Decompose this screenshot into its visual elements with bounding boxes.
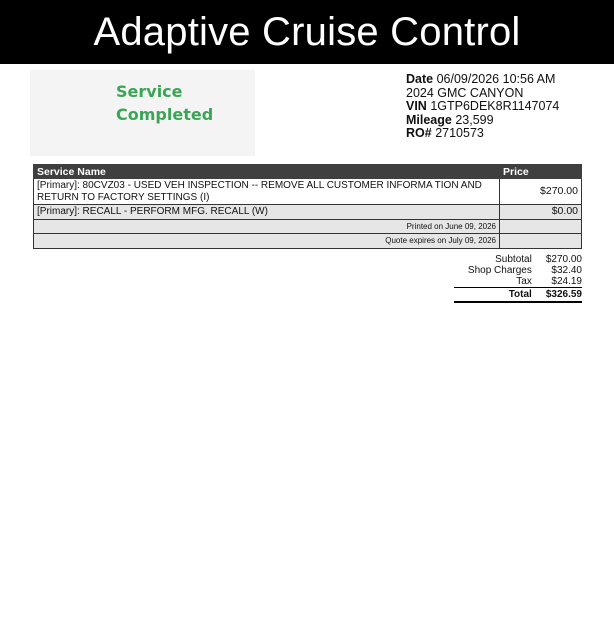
service-table (33, 164, 582, 249)
date-line (406, 73, 559, 87)
empty-cell (500, 219, 582, 234)
shop-charges-value: $32.40 (551, 265, 582, 276)
table-row (34, 179, 582, 205)
vin-value: 1GTP6DEK8R1147074 (430, 99, 560, 113)
totals-summary (454, 254, 582, 303)
vehicle-model: 2024 GMC CANYON (406, 85, 524, 100)
subtotal-row (454, 254, 582, 265)
service-name-cell: [Primary]: RECALL - PERFORM MFG. RECALL (W) (34, 205, 500, 220)
printed-row (34, 219, 582, 234)
vin-label: VIN (406, 99, 427, 113)
mileage-line (406, 114, 559, 128)
service-status-box (30, 70, 255, 156)
empty-cell (500, 234, 582, 249)
printed-date: Printed on June 09, 2026 (34, 219, 500, 234)
tax-row (454, 276, 582, 288)
ro-value: 2710573 (435, 126, 484, 140)
vehicle-info (406, 73, 559, 141)
quote-expiry: Quote expires on July 09, 2026 (34, 234, 500, 249)
price-cell: $270.00 (500, 179, 582, 205)
mileage-value: 23,599 (455, 112, 494, 127)
mileage-label: Mileage (406, 112, 452, 127)
service-name-cell: [Primary]: 80CVZ03 - USED VEH INSPECTION -- REMOVE ALL CUSTOMER INFORMA TION AND RETURN TO FACTORY SETTINGS (I) (34, 179, 500, 205)
shop-charges-row (454, 265, 582, 276)
total-row (454, 288, 582, 303)
table-row (34, 205, 582, 220)
subtotal-label: Subtotal (495, 254, 532, 265)
date-value: 06/09/2026 10:56 AM (436, 72, 556, 86)
ro-label: RO# (406, 126, 432, 140)
total-value: $326.59 (532, 288, 582, 303)
ro-line (406, 127, 559, 141)
service-status (116, 80, 256, 126)
price-cell: $0.00 (500, 205, 582, 220)
header-service-name: Service Name (34, 165, 500, 179)
service-document (0, 64, 614, 640)
expires-row (34, 234, 582, 249)
shop-charges-label: Shop Charges (467, 265, 532, 276)
status-line-1: Service (116, 82, 183, 101)
date-label: Date (406, 72, 434, 86)
header-price: Price (500, 165, 582, 179)
table-header-row (34, 165, 582, 179)
banner-title: Adaptive Cruise Control (0, 0, 614, 64)
vin-line (406, 100, 559, 114)
status-line-2: Completed (116, 105, 214, 124)
tax-label: Tax (516, 276, 532, 287)
tax-value: $24.19 (551, 276, 582, 287)
total-label: Total (454, 288, 532, 303)
subtotal-value: $270.00 (545, 254, 582, 265)
